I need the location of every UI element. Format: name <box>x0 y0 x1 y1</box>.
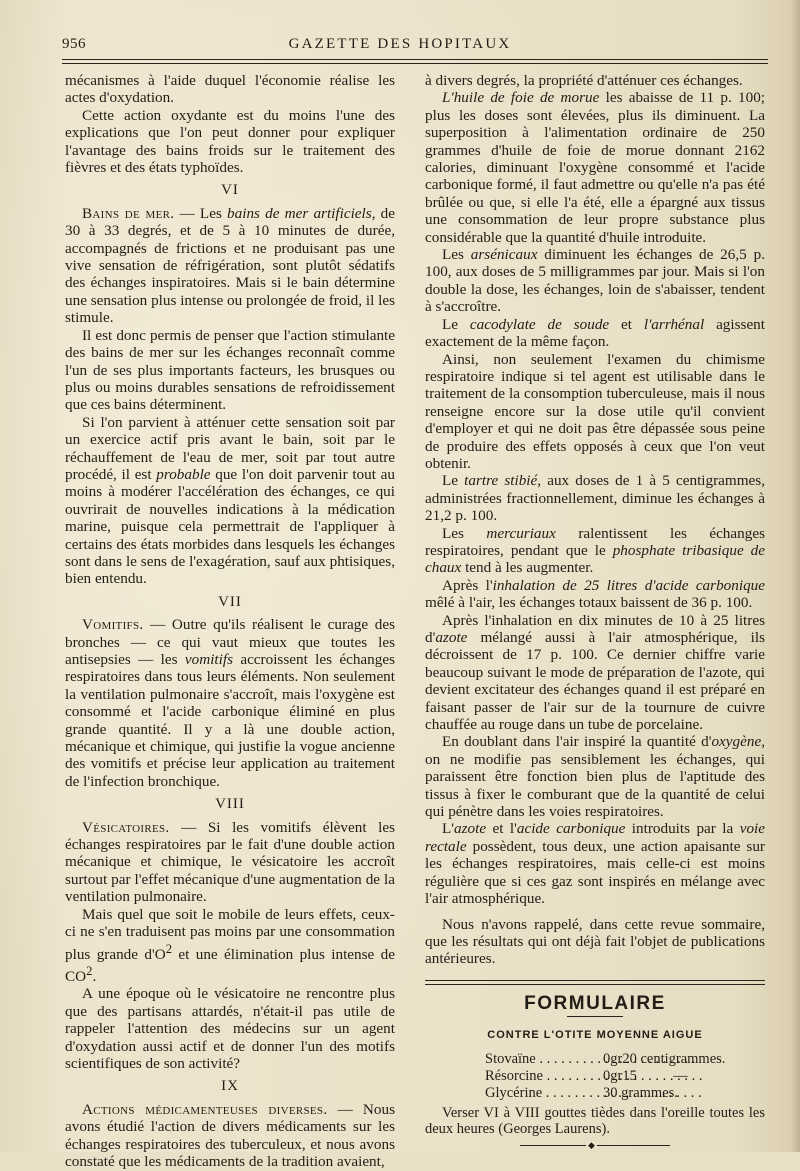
paragraph: Cette action oxydante est du moins l'une des explications que l'on peut donner pour expliquer l'avantage des bains froids sur le traitement des fièvres et des états typhoïdes. <box>65 106 395 177</box>
section-numeral-viii: VIII <box>215 796 245 813</box>
paragraph: A une époque où le vésicatoire ne rencontre plus que des partisans attardés, n'était-il pas utile de rappeler l'attention des médecins sur un agent d'oxydation aussi actif et de donner l'un des motifs scientifiques de son activité? <box>65 985 395 1073</box>
paragraph <box>425 612 765 734</box>
paragraph: Il est donc permis de penser que l'action stimulante des bains de mer sur les échanges reconnaît comme l'un de ses plus importants facteurs, les brusques ou plus ou moins durables sensations de refroidissement que ces bains déterminent. <box>65 326 395 414</box>
divider <box>425 984 765 985</box>
ingredient-quantity: 0gr20 centigrammes. <box>603 1050 726 1067</box>
paragraph <box>65 906 395 986</box>
paragraph <box>65 414 395 588</box>
emphasis: bains de mer artificiels <box>227 204 372 222</box>
paragraph <box>425 246 765 316</box>
text-run: accroissent les échanges respiratoires dans tous leurs éléments. Non seulement la ventilation pulmonaire s'accroît, mais l'oxygène est consommé et l'acide carbonique éliminé en plus grande quantité. Il y a là une double action, mécanique et chimique, qui justifie la vogue ancienne des vomitifs et précise leur application au traitement de l'infection bronchique. <box>65 651 396 790</box>
recipe-instructions: Verser VI à VIII gouttes tièdes dans l'oreille toutes les deux heures (Georges Laurens). <box>425 1104 765 1137</box>
paragraph-conclusion: Nous n'avons rappelé, dans cette revue sommaire, que les résultats qui ont déjà fait l'objet de publications antérieures. <box>425 915 765 968</box>
text-run: Si l'on parvient à atténuer cette sensation soit par un exercice actif pris avant le bain, soit par le réchauffement de l'eau de mer, soit par tout autre procédé, il est <box>65 413 395 483</box>
text-run: Les <box>442 524 487 542</box>
paragraph-actions <box>65 1101 395 1171</box>
header-rule-double <box>62 63 768 64</box>
section-numeral-vii: VII <box>218 593 242 610</box>
text-run: Le <box>442 472 465 490</box>
section-heading-actions: Actions médicamenteuses diverses. <box>82 1100 328 1118</box>
paragraph <box>425 472 765 524</box>
emphasis: azote <box>454 820 487 838</box>
text-run: Après l' <box>442 576 493 594</box>
emphasis: probable <box>156 465 211 483</box>
text-run: et l' <box>486 820 517 838</box>
emphasis: azote <box>435 629 468 646</box>
text-run: L' <box>442 820 455 838</box>
emphasis: cacodylate de soude <box>469 315 610 333</box>
short-rule <box>567 1016 623 1017</box>
paragraph-bains-de-mer <box>65 205 395 327</box>
text-run: , de 30 à 33 degrés, et de 5 à 10 minutes de durée, accompagnés de frictions et ne produisant pas une vive sensation de réfrigération, sont plutôt sédatifs des échanges inspiratoires. Mais si le bain détermine une sensation plus intense ou prolongée de froid, il les stimule. <box>65 204 396 327</box>
emphasis: arsénicaux <box>470 246 538 264</box>
paragraph <box>425 820 765 907</box>
emphasis: voie rectale <box>425 820 765 855</box>
emphasis: tartre stibié <box>464 472 538 490</box>
text-run: Les <box>442 246 471 264</box>
emphasis: inhalation de 25 litres d'acide carbonique <box>492 576 765 594</box>
paragraph: à divers degrés, la propriété d'atténuer ces échanges. <box>425 72 743 89</box>
ingredient-name: Glycérine . . . <box>485 1085 603 1102</box>
superscript: 2 <box>86 963 93 978</box>
text-run: Mais quel que soit le mobile de leurs effets, ceux-ci ne s'en traduisent pas moins par une consommation plus grande d'O <box>65 905 395 963</box>
section-heading-bains: Bains de mer. <box>82 204 175 222</box>
ingredient-quantity: 0gr15 — <box>603 1067 688 1084</box>
emphasis: phosphate tribasique de chaux <box>425 541 765 577</box>
text-run: introduits par la <box>625 820 740 838</box>
end-ornament <box>520 1139 670 1150</box>
text-run: , aux doses de 1 à 5 centigrammes, administrées fractionnellement, diminue les échanges à 21,2 p. 100. <box>425 472 765 525</box>
text-run: mêlé à l'air, les échanges totaux baissent de 36 p. 100. <box>425 594 753 612</box>
text-run: tend à les augmenter. <box>461 559 594 577</box>
text-run: diminuent les échanges de 26,5 p. 100, aux doses de 5 milligrammes par jour. Mais si l'on double la dose, les échanges, loin de s'abaisser, tendent à s'accroître. <box>425 246 765 316</box>
recipe-row <box>485 1068 765 1085</box>
paragraph <box>425 525 765 577</box>
formulaire-section <box>425 980 765 1150</box>
recipe-list <box>485 1051 765 1102</box>
ingredient-name: Résorcine . . . <box>485 1068 603 1085</box>
emphasis: l'arrhénal <box>643 315 705 333</box>
right-column <box>425 72 766 1150</box>
text-run: — Les <box>174 204 228 222</box>
paragraph-vomitifs <box>65 616 395 790</box>
ornament-icon: ◆ <box>588 1139 595 1150</box>
emphasis: vomitifs <box>184 651 233 668</box>
section-numeral-vi: VI <box>221 182 239 199</box>
paragraph <box>425 316 765 351</box>
text-run: . <box>92 968 97 986</box>
emphasis: mercuriaux <box>486 524 556 542</box>
text-run: les abaisse de 11 p. 100; plus les doses sont élevées, plus ils diminuent. La superposition à l'alimentation ordinaire de 250 grammes d'huile de foie de morue donnant 2162 calories, diminuant l'oxygène consommé et l'acide carbonique formé, il faut admettre ou qu'elle n'a pas été brûlée ou que, si elle l'a été, elle a épargné aux tissus une consommation de leur propre substance plus considérable que la quantité d'huile introduite. <box>425 89 766 246</box>
paragraph: mécanismes à l'aide duquel l'économie réalise les actes d'oxydation. <box>65 72 395 107</box>
paragraph: Ainsi, non seulement l'examen du chimisme respiratoire indique si tel agent est utilisable dans le traitement de la consomption tuberculeuse, mais il nous renseigne encore sur la dose utile qu'il convient d'employer et qui ne doit pas être dépassée sous peine de produire des effets opposés à ceux que l'on veut obtenir. <box>425 350 765 472</box>
text-run: possèdent, tous deux, une action apaisante sur les échanges respiratoires, mais celle-ci est moins régulière que si ces gaz sont inspirés en mélange avec l'air atmosphérique. <box>425 837 765 908</box>
page-number: 956 <box>62 36 86 52</box>
formulaire-subtitle: CONTRE L'OTITE MOYENNE AIGUE <box>487 1029 703 1042</box>
text-run: — Si les vomitifs élèvent les échanges respiratoires par le fait d'une double action mécanique et chimique, le vésicatoire les accroît surtout par l'effet mécanique d'une augmentation de la ventilation pulmonaire. <box>65 818 395 906</box>
recipe-row <box>485 1051 765 1068</box>
running-title: GAZETTE DES HOPITAUX <box>288 36 512 52</box>
emphasis: acide carbonique <box>516 820 626 838</box>
text-run: — Nous avons étudié l'action de divers médicaments sur les échanges respiratoires des tuberculeux, et nous avons constaté que les médicaments de la tradition avaient, <box>65 1100 395 1171</box>
text-run: Après l'inhalation en dix minutes de 10 à 25 litres d' <box>425 611 765 646</box>
text-run: agissent exactement de la même façon. <box>425 315 765 351</box>
ingredient-quantity: 30 grammes. <box>603 1084 678 1101</box>
divider <box>425 980 765 981</box>
text-run: ralentissent les échanges respiratoires, pendant que le <box>425 524 765 559</box>
paragraph <box>425 733 765 820</box>
recipe-row <box>485 1085 765 1102</box>
paragraph <box>425 577 765 612</box>
page-edge-shadow <box>790 0 800 1152</box>
section-heading-vesicatoires: Vésicatoires. <box>82 818 170 836</box>
formulaire-title: FORMULAIRE <box>524 992 666 1014</box>
emphasis: L'huile de foie de morue <box>442 89 600 107</box>
text-run: — Outre qu'ils réalisent le curage des bronches — ce qui vaut mieux que toutes les antisepsies — les <box>65 616 395 668</box>
section-heading-vomitifs: Vomitifs. <box>82 616 144 634</box>
text-run: mélangé aussi à l'air atmosphérique, ils décroissent de 17 p. 100. Ce dernier chiffre varie beaucoup suivant le mode de préparation de l'azote, qui devient excitateur des échanges quand il est préparé en faisant passer de l'air sur de la tournure de cuivre chauffée au rouge dans un tube de porcelaine. <box>425 629 765 734</box>
superscript: 2 <box>165 941 173 956</box>
ingredient-name: Stovaïne . . . <box>485 1051 603 1068</box>
text-run: et une élimination plus intense de CO <box>65 945 395 986</box>
text-run: , on ne modifie pas sensiblement les échanges, qui paraissent être fonction bien plus de l'aptitude des tissus à fixer le comburant que de la quantité de celui qui pénètre dans les voies respiratoires. <box>425 733 765 821</box>
paragraph <box>425 89 765 246</box>
text-run: Le <box>442 315 470 333</box>
emphasis: oxygène <box>711 733 762 751</box>
text-run: que l'on doit parvenir tout au moins à modérer l'accélération des échanges, ce qui ouvrirait de nouvelles indications à la médication marine, puisque cela permettrait de l'appliquer à certains des états morbides dans lesquels les échanges sont dans le sens de l'exagération, sauf aux phtisiques, bien entendu. <box>65 465 395 588</box>
header-rule <box>62 59 768 60</box>
text-run: et <box>609 315 644 333</box>
section-numeral-ix: IX <box>221 1078 239 1095</box>
paragraph-vesicatoires <box>65 819 395 906</box>
left-column <box>65 72 395 1171</box>
text-run: En doublant dans l'air inspiré la quantité d' <box>442 733 712 751</box>
